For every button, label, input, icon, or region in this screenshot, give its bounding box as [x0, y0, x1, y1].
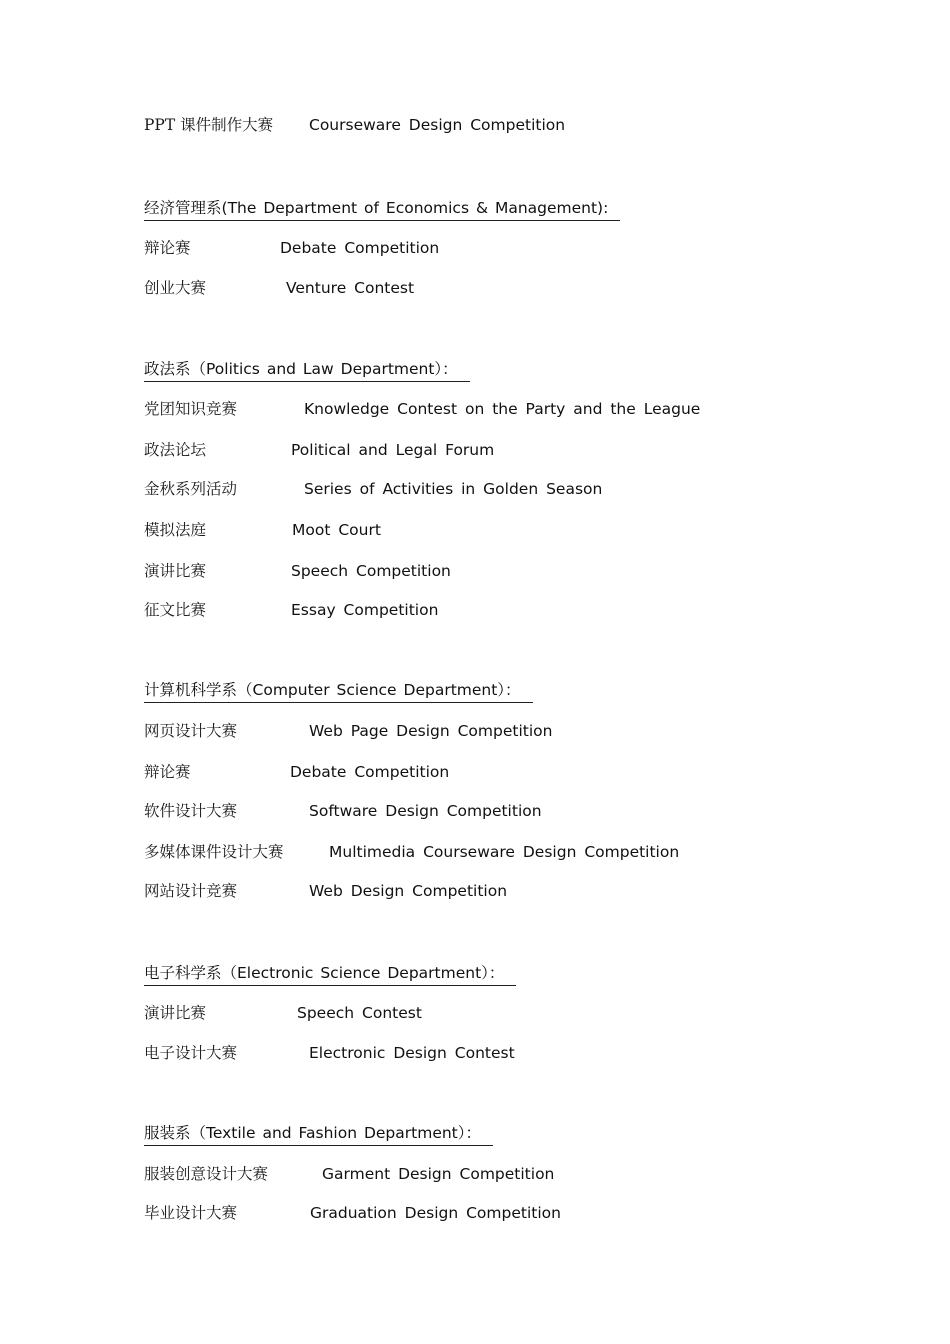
- item-en: Moot Court: [292, 521, 381, 539]
- item-cn: 辩论赛: [144, 763, 191, 781]
- item-en: Venture Contest: [286, 279, 415, 297]
- item-en: Knowledge Contest on the Party and the League: [304, 400, 701, 418]
- item-cn: 演讲比赛: [144, 562, 207, 580]
- intro-en: Courseware Design Competition: [309, 116, 566, 134]
- section-heading-cn: 电子科学系（: [144, 964, 238, 982]
- item-en: Graduation Design Competition: [310, 1204, 561, 1222]
- section-heading-cn: 政法系（: [144, 360, 207, 378]
- section-heading-en: Textile and Fashion Department）：: [206, 1124, 482, 1142]
- item-cn: 网站设计竞赛: [144, 882, 238, 900]
- item-cn: 辩论赛: [144, 239, 191, 257]
- item-cn: 模拟法庭: [144, 521, 207, 539]
- section-heading-en: Politics and Law Department）：: [206, 360, 458, 378]
- item-en: Web Page Design Competition: [309, 722, 553, 740]
- section-heading-electronic-science: [144, 961, 516, 986]
- item-en: Essay Competition: [291, 601, 439, 619]
- item-en: Series of Activities in Golden Season: [304, 480, 603, 498]
- section-heading-economics: [144, 196, 620, 221]
- item-cn: 金秋系列活动: [144, 480, 238, 498]
- section-heading-cn: 经济管理系: [144, 199, 222, 217]
- item-en: Multimedia Courseware Design Competition: [329, 843, 680, 861]
- item-cn: 软件设计大赛: [144, 802, 238, 820]
- section-heading-politics-law: [144, 357, 470, 382]
- item-cn: 党团知识竞赛: [144, 400, 238, 418]
- item-cn: 服装创意设计大赛: [144, 1165, 269, 1183]
- item-en: Political and Legal Forum: [291, 441, 495, 459]
- section-heading-en: Electronic Science Department）：: [237, 964, 505, 982]
- intro-cn: PPT 课件制作大赛: [144, 116, 274, 134]
- item-en: Debate Competition: [290, 763, 450, 781]
- item-en: Speech Competition: [291, 562, 451, 580]
- item-cn: 网页设计大赛: [144, 722, 238, 740]
- item-en: Garment Design Competition: [322, 1165, 555, 1183]
- item-en: Web Design Competition: [309, 882, 508, 900]
- section-heading-textile-fashion: [144, 1121, 493, 1146]
- item-cn: 毕业设计大赛: [144, 1204, 238, 1222]
- item-cn: 多媒体课件设计大赛: [144, 843, 284, 861]
- item-en: Debate Competition: [280, 239, 440, 257]
- section-heading-en: (The Department of Economics & Management):: [221, 199, 609, 217]
- item-en: Electronic Design Contest: [309, 1044, 515, 1062]
- item-cn: 政法论坛: [144, 441, 207, 459]
- item-cn: 演讲比赛: [144, 1004, 207, 1022]
- section-heading-computer-science: [144, 678, 533, 703]
- item-cn: 创业大赛: [144, 279, 207, 297]
- item-cn: 征文比赛: [144, 601, 207, 619]
- section-heading-en: Computer Science Department）：: [252, 681, 521, 699]
- section-heading-cn: 服装系（: [144, 1124, 207, 1142]
- section-heading-cn: 计算机科学系（: [144, 681, 253, 699]
- item-cn: 电子设计大赛: [144, 1044, 238, 1062]
- item-en: Speech Contest: [297, 1004, 422, 1022]
- item-en: Software Design Competition: [309, 802, 542, 820]
